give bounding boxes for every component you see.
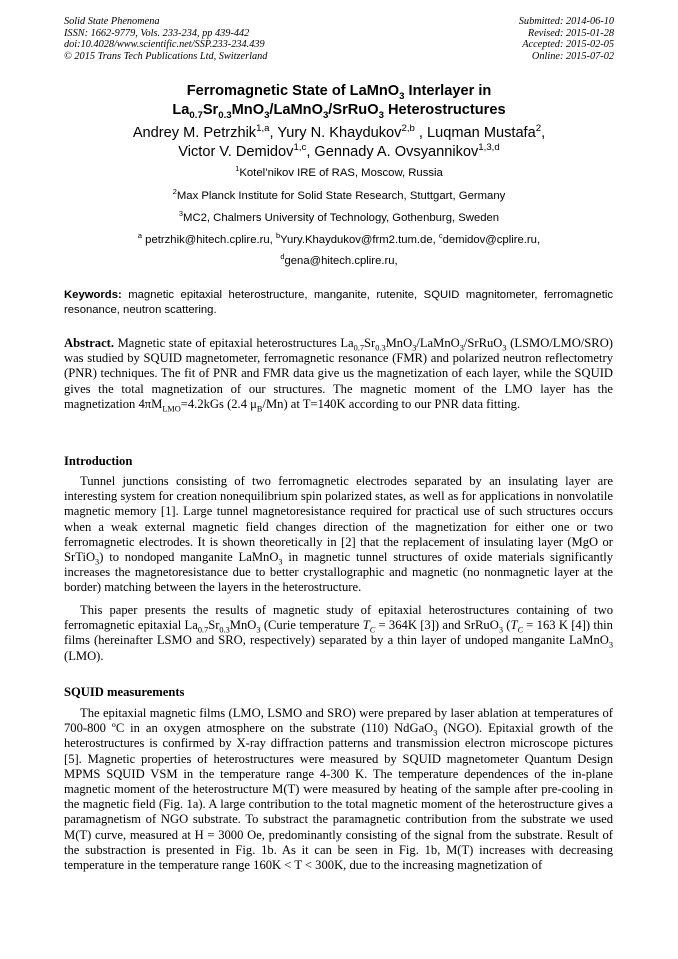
- keywords: [64, 288, 613, 317]
- title-line-2: $La_{0.7}Sr_{0.3}MnO_3/LaMnO_3/SrRuO_3$ Heterostructures: [172, 101, 506, 121]
- keywords-text: magnetic epitaxial heterostructure, manganite, rutenite, SQUID magnitometer, ferromagnetic resonance, neutron scattering.: [64, 289, 614, 316]
- abstract-text: Magnetic state of epitaxial heterostructures $La_{0.7}Sr_{0.3}MnO_3/LaMnO_3/SrRuO_3$ (LSMO/LMO/SRO) was studied by SQUID magnetometer, ferromagnetic resonance (FMR) and polarized neutron reflectometry (PNR) techniques. The fit of PNR and FMR data give us the magnetization of each layer, while the SQUID gives the total magnetization of our structures. The magnetic moment of the LMO layer has the magnetization $4\pi M_{LMO}=4.2kGs$ (2.4 $\mu_B/Mn$) at T=140K according to our PNR data fitting.: [64, 336, 613, 414]
- keywords-label: Keywords:: [64, 289, 122, 301]
- copyright-line: © 2015 Trans Tech Publications Ltd, Switzerland: [64, 50, 268, 62]
- abstract-label: Abstract.: [64, 336, 115, 350]
- journal-name: Solid State Phenomena: [64, 16, 160, 27]
- submitted-date: Submitted: 2014-06-10: [518, 16, 614, 27]
- journal-header-left: [64, 16, 267, 62]
- paper-title: [40, 82, 638, 119]
- title-line-1: Ferromagnetic State of LaMnO$_3$ Interlayer in: [186, 83, 492, 102]
- online-date: Online: 2015-07-02: [531, 50, 614, 62]
- accepted-date: Accepted: 2015-02-05: [522, 39, 614, 51]
- journal-header-right: [519, 16, 614, 62]
- doi-line: doi:10.4028/www.scientific.net/SSP.233-234.439: [64, 39, 265, 51]
- intro-paragraph-1: Tunnel junctions consisting of two ferromagnetic electrodes separated by an insulating layer are interesting system for creation nonequilibrium spin polarized states, as well as for applications in nonvolatile magnetic memory [1]. Large tunnel magnetoresistance required for practical use of such structures occurs when a weak external magnetic field changes direction of the magnetization for either one or two ferromagnetic electrodes. It is shown theoretically in [2] that the replacement of insulating layer (MgO or SrTiO$_3$) to nondoped manganite LaMnO$_3$ in magnetic tunnel structures of oxide materials significantly increases the magnetoresistance due to better crystallographic and magnetic (no nonmagnetic layer at the border) matching between the layers in the heterostructure.: [64, 474, 614, 595]
- revised-date: Revised: 2015-01-28: [527, 27, 614, 39]
- affiliation-3: $^3$MC2, Chalmers University of Technology, Gothenburg, Sweden: [178, 209, 500, 224]
- abstract: [64, 336, 613, 412]
- section-heading-squid: SQUID measurements: [64, 685, 185, 699]
- issn-line: ISSN: 1662-9779, Vols. 233-234, pp 439-442: [64, 27, 250, 39]
- author-emails-line-2: $^d$gena@hitech.cplire.ru,: [280, 252, 398, 267]
- intro-paragraph-2: This paper presents the results of magnetic study of epitaxial heterostructures containing of two ferromagnetic epitaxial $La_{0.7}Sr_{0.3}MnO_3$ (Curie temperature $T_C = 364K$ [3]) and SrRuO$_3$ ($T_C = 163$ K [4]) thin films (hereinafter LSMO and SRO, respectively) separated by a thin layer of undoped manganite LaMnO$_3$ (LMO).: [64, 603, 613, 663]
- author-emails-line-1: $^a$ petrzhik@hitech.cplire.ru, $^b$Yury.Khaydukov@frm2.tum.de, $^c$demidov@cplire.ru,: [137, 231, 541, 246]
- section-heading-introduction: Introduction: [64, 454, 133, 468]
- affiliation-2: $^2$Max Planck Institute for Solid State Research, Stuttgart, Germany: [172, 187, 506, 202]
- authors-line-2: Victor V. Demidov$^{1,c}$, Gennady A. Ovsyannikov$^{1,3,d}$: [178, 141, 500, 160]
- author-list: [40, 124, 638, 161]
- affiliation-1: $^1$Kotel’nikov IRE of RAS, Moscow, Russia: [235, 164, 443, 179]
- squid-paragraph-1: The epitaxial magnetic films (LMO, LSMO and SRO) were prepared by laser ablation at temperatures of 700-800 ºC in an oxygen atmosphere on the substrate (110) NdGaO$_3$ (NGO). Epitaxial growth of the heterostructures is confirmed by X-ray diffraction patterns and transmission electron microscope pictures [5]. Magnetic properties of heterostructures were measured by SQUID magnetometer Quantum Design MPMS SQUID VSM in the temperature range 4-300 K. The temperature dependences of the in-plane magnetic moment of the heterostructure M(T) were measured by heating of the sample after pre-cooling in the magnetic field (Fig. 1a). A large contribution to the total magnetic moment of the heterostructure gives a paramagnetism of NGO substrate. To substract the paramagnetic contribution from the substrate we used M(T) curve, measured at H = 3000 Oe, predominantly consisting of the signal from the substrate. Result of the substraction is presented in Fig. 1b. As it can be seen in Fig. 1b, M(T) increases with decreasing temperature in the temperature range 160K < T < 300K, due to the increasing magnetization of: [64, 706, 613, 873]
- authors-line-1: Andrey M. Petrzhik$^{1,a}$, Yury N. Khaydukov$^{2,b}$ , Luqman Mustafa$^2$,: [132, 123, 546, 141]
